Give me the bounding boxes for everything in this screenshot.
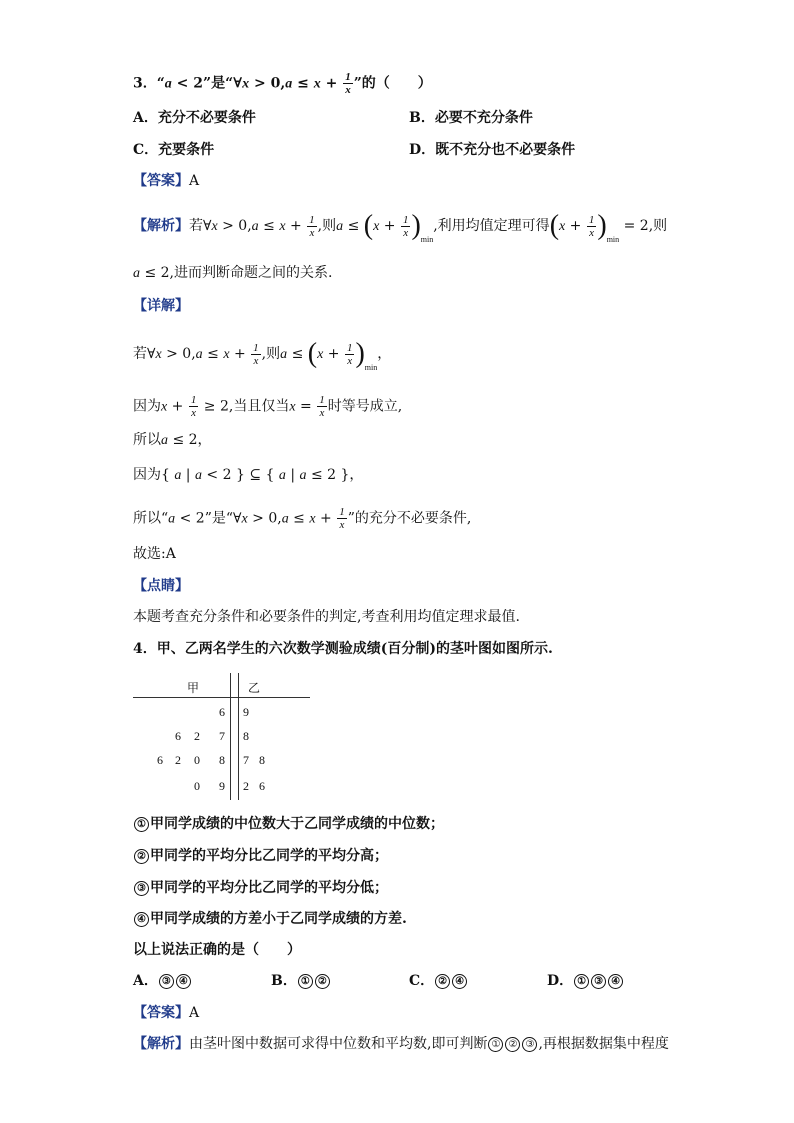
leaf-right: 9 [243, 705, 249, 719]
q4-statement-2: ② 甲同学的平均分比乙同学的平均分高； [133, 846, 388, 866]
leaf-right: 7 [243, 753, 249, 767]
leaf-left: 2 [175, 753, 181, 767]
q3-detail-line-6: 故选:A [133, 546, 176, 562]
q3-detail-tag: 【详解】 [133, 298, 189, 314]
q3-option-a: A．充分不必要条件 [133, 110, 256, 126]
q3-option-d: D．既不充分也不必要条件 [409, 142, 576, 158]
q4-analysis: 【解析】由茎叶图中数据可求得中位数和平均数,即可判断 ① ② ③ ,再根据数据集中程度 [133, 1036, 669, 1052]
q4-option-a: A． ③ ④ [133, 971, 192, 991]
stem-leaf-plot [133, 673, 313, 803]
q4-option-d: D． ① ③ ④ [547, 971, 624, 991]
q4-answer: 【答案】A [133, 1005, 200, 1021]
q3-detail-line-1: 若∀x > 0,a ≤ x + $\frac{1}{x}$ ,则a ≤ (x + $\frac{1}{x}$ )$_{min}$， [133, 338, 392, 372]
q3-detail-line-2: 因为x + $\frac{1}{x}$ ≥ 2,当且仅当x = $\frac{1}{x}$ 时等号成立, [133, 394, 403, 419]
q4-ask: 以上说法正确的是（ ） [133, 942, 301, 958]
q3-answer: 【答案】A [133, 173, 200, 189]
q3-option-b: B．必要不充分条件 [409, 110, 533, 126]
leaf-right: 8 [243, 729, 249, 743]
leaf-left: 6 [175, 729, 181, 743]
q4-statement-4: ④ 甲同学成绩的方差小于乙同学成绩的方差. [133, 909, 407, 929]
q3-comment-tag: 【点睛】 [133, 578, 189, 594]
q4-statement-1: ① 甲同学成绩的中位数大于乙同学成绩的中位数； [133, 814, 444, 834]
leaf-left: 6 [157, 753, 163, 767]
q4-option-c: C． ② ④ [409, 971, 468, 991]
leaf-left: 2 [194, 729, 200, 743]
q3-analysis: 【解析】若∀x > 0,a ≤ x + $\frac{1}{x}$ ,则a ≤ (x + $\frac{1}{x}$ )$_{min}$,利用均值定理可得(x + $\frac{1}{x}$ )$_{min} = 2$,则 [133, 210, 668, 244]
leaf-left: 0 [194, 779, 200, 793]
q4-statement-3: ③ 甲同学的平均分比乙同学的平均分低； [133, 878, 388, 898]
stem-value: 7 [219, 729, 225, 743]
q3-analysis-cont: a ≤ 2,进而判断命题之间的关系. [133, 265, 333, 281]
q3-option-c: C．充要条件 [133, 142, 215, 158]
leaf-right: 2 [243, 779, 249, 793]
stem-value: 9 [219, 779, 225, 793]
leaf-left: 0 [194, 753, 200, 767]
stem-leaf-divider-right [238, 673, 239, 800]
stem-value: 8 [219, 753, 225, 767]
leaf-right: 6 [259, 779, 265, 793]
q3-stem: 3．“a < 2”是“∀x > 0,a ≤ x + $\frac{1}{x}$ ”的（ ） [133, 71, 432, 96]
q3-detail-line-4: 因为{ a | a < 2 } ⊆ { a | a ≤ 2 }， [133, 467, 364, 483]
q3-detail-line-3: 所以a ≤ 2， [133, 432, 212, 448]
q4-option-b: B． ① ② [271, 971, 331, 991]
stem-value: 6 [219, 705, 225, 719]
stem-leaf-header-line [133, 697, 310, 698]
q4-title: 4．甲、乙两名学生的六次数学测验成绩(百分制)的茎叶图如图所示. [133, 641, 553, 657]
stem-leaf-header-right: 乙 [248, 681, 261, 695]
q3-detail-line-5: 所以“a < 2”是“∀x > 0,a ≤ x + $\frac{1}{x}$ ”的充分不必要条件, [133, 506, 472, 531]
q3-comment: 本题考查充分条件和必要条件的判定,考查利用均值定理求最值. [133, 609, 520, 625]
leaf-right: 8 [259, 753, 265, 767]
stem-leaf-divider-left [230, 673, 231, 800]
stem-leaf-header-left: 甲 [187, 681, 200, 695]
